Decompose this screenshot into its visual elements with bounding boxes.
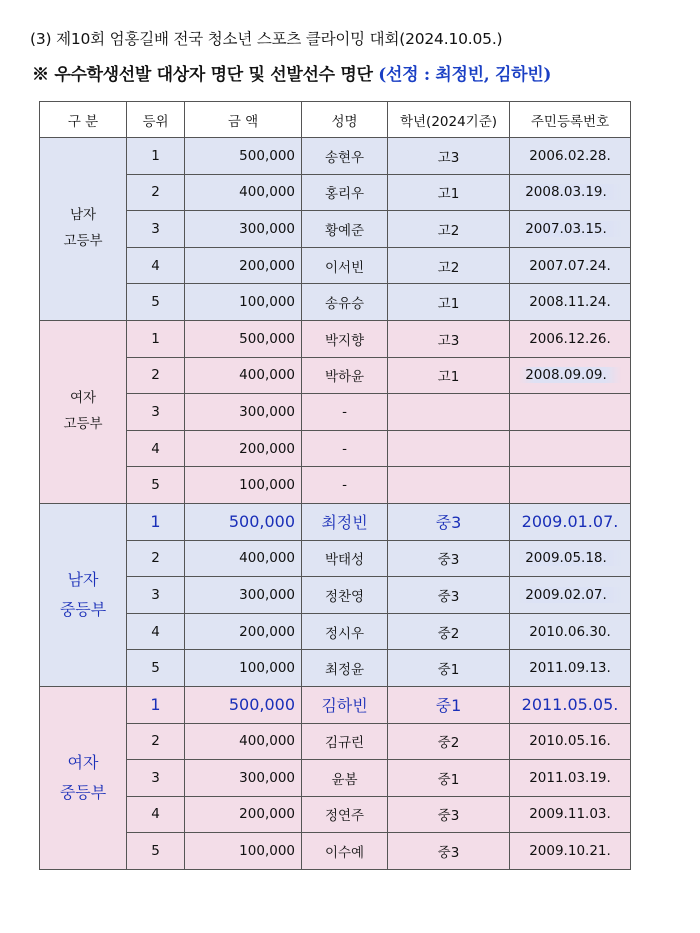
table-row <box>40 833 631 870</box>
grade-cell: 중3 <box>388 503 510 540</box>
grade-cell: 중3 <box>388 577 510 614</box>
header-id-number: 주민등록번호 <box>510 102 631 138</box>
grade-cell <box>388 394 510 431</box>
header-category: 구 분 <box>40 102 127 138</box>
rank-cell: 5 <box>127 284 185 321</box>
category-gender: 여자 <box>69 390 97 407</box>
grade-cell: 고1 <box>388 284 510 321</box>
name-cell: 정시우 <box>302 613 388 650</box>
rank-cell: 3 <box>127 394 185 431</box>
id-number-cell <box>510 577 631 614</box>
grade-cell: 중1 <box>388 650 510 687</box>
name-cell: 김하빈 <box>302 686 388 723</box>
category-cell <box>40 503 127 686</box>
amount-cell: 300,000 <box>185 211 302 248</box>
rank-cell: 5 <box>127 650 185 687</box>
amount-cell: 400,000 <box>185 723 302 760</box>
id-number-cell <box>510 211 631 248</box>
table-row <box>40 503 631 540</box>
amount-cell: 200,000 <box>185 247 302 284</box>
table-row <box>40 650 631 687</box>
id-number-cell <box>510 174 631 211</box>
id-number-cell <box>510 467 631 504</box>
name-cell: 최정빈 <box>302 503 388 540</box>
id-number-text: 2009.02.07. <box>519 587 621 603</box>
rank-cell: 3 <box>127 211 185 248</box>
rank-cell: 2 <box>127 540 185 577</box>
table-row <box>40 247 631 284</box>
amount-cell: 500,000 <box>185 503 302 540</box>
category-division: 고등부 <box>63 232 103 249</box>
rank-cell: 1 <box>127 686 185 723</box>
grade-cell: 중1 <box>388 760 510 797</box>
grade-cell: 고3 <box>388 138 510 175</box>
name-cell: 박태성 <box>302 540 388 577</box>
amount-cell: 100,000 <box>185 467 302 504</box>
name-cell: 정연주 <box>302 796 388 833</box>
grade-cell: 중3 <box>388 540 510 577</box>
id-number-cell: 2007.07.24. <box>510 247 631 284</box>
header-rank: 등위 <box>127 102 185 138</box>
grade-cell: 중2 <box>388 723 510 760</box>
table-row <box>40 138 631 175</box>
grade-cell: 고1 <box>388 174 510 211</box>
amount-cell: 100,000 <box>185 650 302 687</box>
id-number-cell: 2011.09.13. <box>510 650 631 687</box>
rank-cell: 3 <box>127 577 185 614</box>
name-cell: 이서빈 <box>302 247 388 284</box>
id-number-text: 2008.09.09. <box>519 367 621 383</box>
rank-cell: 4 <box>127 613 185 650</box>
id-number-cell <box>510 394 631 431</box>
id-number-cell <box>510 430 631 467</box>
table-row <box>40 174 631 211</box>
category-division: 중등부 <box>59 599 107 619</box>
rank-cell: 1 <box>127 503 185 540</box>
category-division: 중등부 <box>59 782 107 802</box>
category-division: 고등부 <box>63 415 103 432</box>
table-row <box>40 540 631 577</box>
category-gender: 여자 <box>67 752 99 772</box>
id-number-cell <box>510 540 631 577</box>
name-cell: 정찬영 <box>302 577 388 614</box>
rank-cell: 3 <box>127 760 185 797</box>
grade-cell <box>388 430 510 467</box>
list-title <box>32 60 551 85</box>
amount-cell: 400,000 <box>185 540 302 577</box>
header-grade: 학년(2024기준) <box>388 102 510 138</box>
scholarship-table <box>39 101 631 870</box>
name-cell: 김규린 <box>302 723 388 760</box>
table-row <box>40 430 631 467</box>
id-number-cell <box>510 357 631 394</box>
rank-cell: 1 <box>127 138 185 175</box>
amount-cell: 200,000 <box>185 613 302 650</box>
grade-cell: 고1 <box>388 357 510 394</box>
id-number-text: 2008.03.19. <box>519 184 621 200</box>
id-number-cell: 2009.10.21. <box>510 833 631 870</box>
grade-cell: 중1 <box>388 686 510 723</box>
grade-cell: 고2 <box>388 211 510 248</box>
category-gender: 남자 <box>69 207 97 224</box>
amount-cell: 400,000 <box>185 174 302 211</box>
id-number-text: 2009.05.18. <box>519 550 621 566</box>
header-amount: 금 액 <box>185 102 302 138</box>
table-row <box>40 686 631 723</box>
rank-cell: 2 <box>127 357 185 394</box>
rank-cell: 4 <box>127 430 185 467</box>
id-number-cell: 2009.01.07. <box>510 503 631 540</box>
name-cell: - <box>302 394 388 431</box>
grade-cell: 고3 <box>388 320 510 357</box>
grade-cell: 고2 <box>388 247 510 284</box>
grade-cell: 중2 <box>388 613 510 650</box>
section-heading: (3) 제10회 엄홍길배 전국 청소년 스포츠 클라이밍 대회(2024.10.05.) <box>30 30 503 48</box>
amount-cell: 400,000 <box>185 357 302 394</box>
id-number-cell: 2010.06.30. <box>510 613 631 650</box>
table-row <box>40 320 631 357</box>
grade-cell: 중3 <box>388 796 510 833</box>
name-cell: - <box>302 430 388 467</box>
id-number-cell: 2011.03.19. <box>510 760 631 797</box>
selected-athletes-note: (선정 : 최정빈, 김하빈) <box>378 65 552 85</box>
id-number-cell: 2009.11.03. <box>510 796 631 833</box>
table-row <box>40 760 631 797</box>
id-number-cell: 2008.11.24. <box>510 284 631 321</box>
table-row <box>40 211 631 248</box>
table-row <box>40 577 631 614</box>
name-cell: - <box>302 467 388 504</box>
amount-cell: 200,000 <box>185 796 302 833</box>
amount-cell: 300,000 <box>185 394 302 431</box>
amount-cell: 500,000 <box>185 138 302 175</box>
table-row <box>40 613 631 650</box>
rank-cell: 4 <box>127 796 185 833</box>
rank-cell: 5 <box>127 833 185 870</box>
grade-cell <box>388 467 510 504</box>
table-row <box>40 357 631 394</box>
id-number-cell: 2006.12.26. <box>510 320 631 357</box>
name-cell: 송현우 <box>302 138 388 175</box>
category-gender: 남자 <box>67 569 99 589</box>
category-cell <box>40 138 127 321</box>
amount-cell: 300,000 <box>185 760 302 797</box>
rank-cell: 4 <box>127 247 185 284</box>
id-number-text: 2007.03.15. <box>519 221 621 237</box>
table-row <box>40 723 631 760</box>
header-name: 성명 <box>302 102 388 138</box>
rank-cell: 5 <box>127 467 185 504</box>
amount-cell: 100,000 <box>185 833 302 870</box>
name-cell: 황예준 <box>302 211 388 248</box>
amount-cell: 100,000 <box>185 284 302 321</box>
name-cell: 윤봄 <box>302 760 388 797</box>
table-row <box>40 467 631 504</box>
amount-cell: 200,000 <box>185 430 302 467</box>
id-number-cell: 2011.05.05. <box>510 686 631 723</box>
id-number-cell: 2006.02.28. <box>510 138 631 175</box>
name-cell: 최정윤 <box>302 650 388 687</box>
amount-cell: 500,000 <box>185 686 302 723</box>
rank-cell: 1 <box>127 320 185 357</box>
grade-cell: 중3 <box>388 833 510 870</box>
name-cell: 홍리우 <box>302 174 388 211</box>
category-cell <box>40 686 127 869</box>
name-cell: 박하윤 <box>302 357 388 394</box>
name-cell: 이수예 <box>302 833 388 870</box>
rank-cell: 2 <box>127 174 185 211</box>
name-cell: 박지향 <box>302 320 388 357</box>
category-cell <box>40 320 127 503</box>
rank-cell: 2 <box>127 723 185 760</box>
amount-cell: 300,000 <box>185 577 302 614</box>
name-cell: 송유승 <box>302 284 388 321</box>
table-row <box>40 796 631 833</box>
id-number-cell: 2010.05.16. <box>510 723 631 760</box>
amount-cell: 500,000 <box>185 320 302 357</box>
table-row <box>40 284 631 321</box>
table-header-row <box>40 102 631 138</box>
list-title-text: ※ 우수학생선발 대상자 명단 및 선발선수 명단 <box>32 65 379 85</box>
table-row <box>40 394 631 431</box>
